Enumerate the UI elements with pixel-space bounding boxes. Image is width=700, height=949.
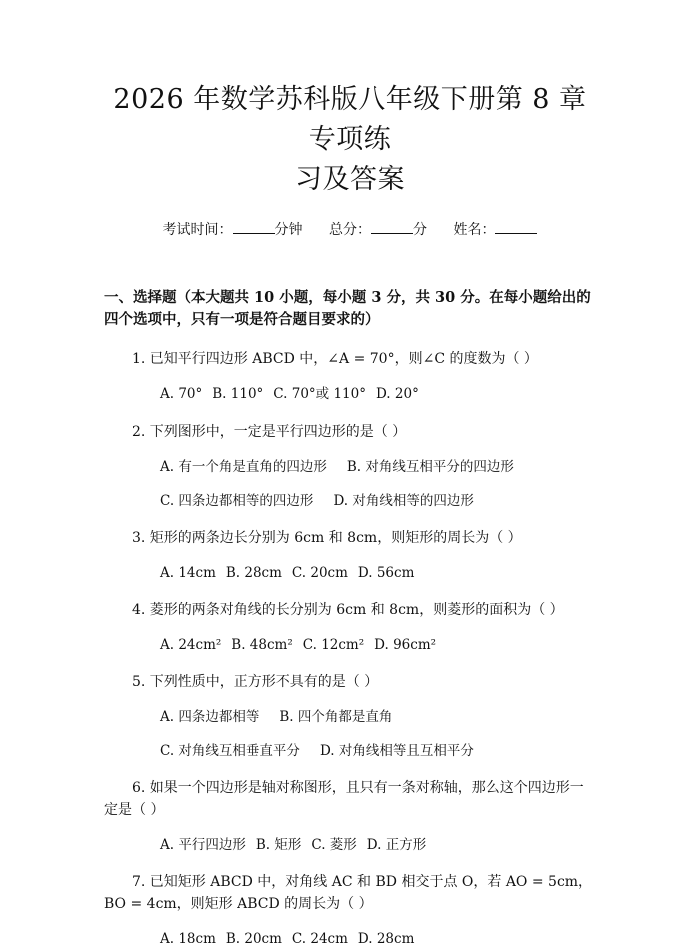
options-row: [104, 457, 596, 477]
title-line-1: 2026 年数学苏科版八年级下册第 8 章专项练: [113, 84, 587, 155]
option-a[interactable]: A. 70°: [160, 386, 203, 402]
option-b[interactable]: B. 110°: [212, 386, 264, 402]
option-a[interactable]: A. 有一个角是直角的四边形: [160, 459, 327, 475]
option-b[interactable]: B. 四个角都是直角: [279, 709, 393, 725]
option-c[interactable]: C. 四条边都相等的四边形: [160, 493, 314, 509]
option-d[interactable]: D. 56cm: [357, 565, 415, 581]
option-c[interactable]: C. 70°或 110°: [273, 386, 366, 402]
question-item: [104, 671, 596, 761]
option-b[interactable]: B. 48cm²: [231, 637, 293, 653]
options-row: [104, 835, 596, 855]
student-name-blank: [495, 219, 537, 234]
question-item: [104, 777, 596, 855]
question-stem: 4. 菱形的两条对角线的长分别为 6cm 和 8cm，则菱形的面积为（ ）: [132, 602, 564, 618]
total-score: [329, 222, 431, 238]
option-d[interactable]: D. 28cm: [357, 931, 415, 947]
question-item: [104, 599, 596, 655]
title-line-2: 习及答案: [295, 164, 405, 195]
total-score-unit: 分: [413, 222, 427, 238]
question-item: [104, 348, 596, 404]
options-row: [104, 707, 596, 727]
option-a[interactable]: A. 四条边都相等: [160, 709, 260, 725]
option-a[interactable]: A. 24cm²: [160, 637, 222, 653]
options-row: [104, 491, 596, 511]
options-row: [104, 563, 596, 583]
option-c[interactable]: C. 24cm: [291, 931, 348, 947]
option-b[interactable]: B. 20cm: [225, 931, 282, 947]
options-row: [104, 929, 596, 949]
option-a[interactable]: A. 平行四边形: [160, 837, 246, 853]
question-stem: 2. 下列图形中，一定是平行四边形的是（ ）: [132, 424, 407, 440]
option-a[interactable]: A. 14cm: [160, 565, 216, 581]
exam-time: [163, 222, 307, 238]
exam-info-line: [104, 219, 596, 240]
total-score-blank: [371, 219, 413, 234]
question-stem: 5. 下列性质中，正方形不具有的是（ ）: [132, 674, 379, 690]
options-row: [104, 384, 596, 404]
option-b[interactable]: B. 矩形: [255, 837, 302, 853]
exam-time-blank: [233, 219, 275, 234]
option-d[interactable]: D. 96cm²: [374, 637, 437, 653]
total-score-label: 总分：: [329, 222, 371, 238]
question-stem: 6. 如果一个四边形是轴对称图形，且只有一条对称轴，那么这个四边形一定是（ ）: [104, 780, 584, 818]
option-d[interactable]: D. 对角线相等且互相平分: [319, 743, 474, 759]
section-heading: 一、选择题（本大题共 10 小题，每小题 3 分，共 30 分。在每小题给出的四个选项中，只有一项是符合题目要求的）: [104, 289, 591, 328]
options-row: [104, 635, 596, 655]
exam-time-unit: 分钟: [274, 222, 303, 238]
question-item: [104, 421, 596, 511]
option-d[interactable]: D. 对角线相等的四边形: [333, 493, 474, 509]
exam-time-label: 考试时间：: [162, 222, 233, 238]
options-row: [104, 741, 596, 761]
question-stem: 3. 矩形的两条边长分别为 6cm 和 8cm，则矩形的周长为（ ）: [132, 530, 522, 546]
student-name: [453, 222, 537, 238]
option-c[interactable]: C. 20cm: [291, 565, 348, 581]
option-a[interactable]: A. 18cm: [160, 931, 216, 947]
question-stem: 7. 已知矩形 ABCD 中，对角线 AC 和 BD 相交于点 O，若 AO = 5cm，BO = 4cm，则矩形 ABCD 的周长为（ ）: [104, 874, 593, 912]
option-d[interactable]: D. 20°: [375, 386, 419, 402]
question-item: [104, 527, 596, 583]
option-b[interactable]: B. 对角线互相平分的四边形: [346, 459, 514, 475]
student-name-label: 姓名：: [453, 222, 496, 238]
option-d[interactable]: D. 正方形: [366, 837, 427, 853]
question-item: [104, 871, 596, 949]
option-b[interactable]: B. 28cm: [225, 565, 282, 581]
question-list: [104, 348, 596, 949]
question-stem: 1. 已知平行四边形 ABCD 中，∠A = 70°，则∠C 的度数为（ ）: [132, 351, 538, 367]
option-c[interactable]: C. 12cm²: [302, 637, 365, 653]
option-c[interactable]: C. 菱形: [311, 837, 357, 853]
option-c[interactable]: C. 对角线互相垂直平分: [160, 743, 300, 759]
document-title: [104, 0, 596, 200]
